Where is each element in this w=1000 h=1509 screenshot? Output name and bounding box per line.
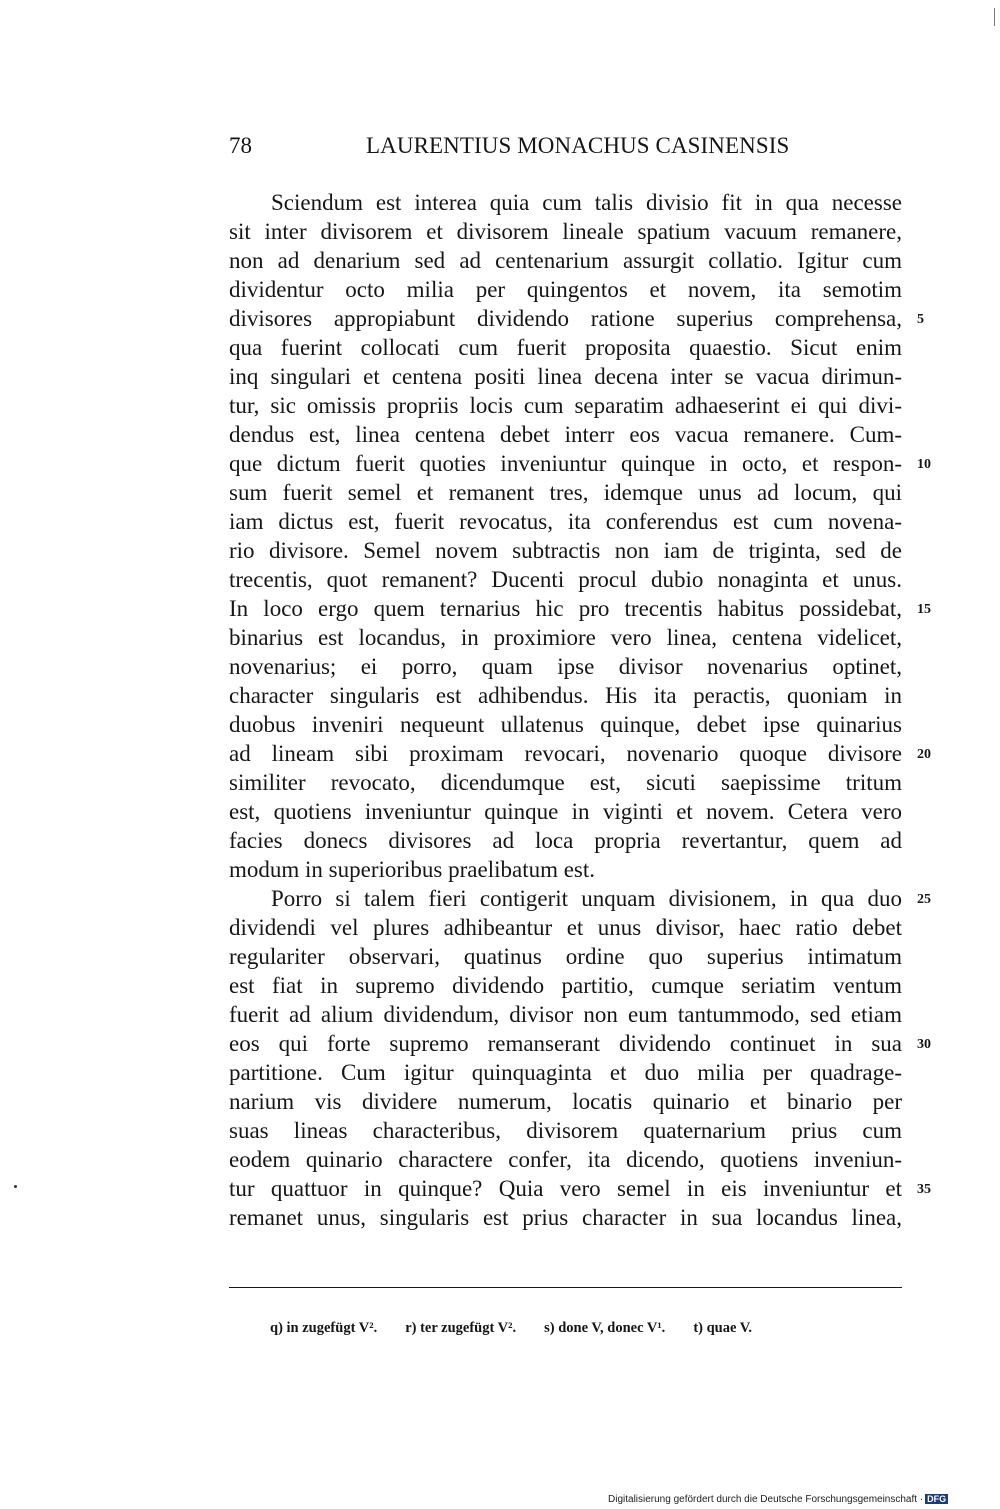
line-text: regulariter observari, quatinus ordine quo superius intimatum: [229, 944, 902, 969]
line-number: 25: [917, 892, 931, 907]
text-line: [229, 478, 902, 507]
line-text: est, quotiens inveniuntur quinque in viginti et novem. Cetera vero: [229, 799, 902, 824]
line-number: 10: [917, 457, 931, 472]
text-line: [229, 942, 902, 971]
text-line: [229, 420, 902, 449]
line-text: qua fuerint collocati cum fuerit proposita quaestio. Sicut enim: [229, 335, 902, 360]
text-line: [229, 1058, 902, 1087]
line-text: Porro si talem fieri contigerit unquam divisionem, in qua duo: [271, 886, 902, 911]
line-number: 30: [917, 1037, 931, 1052]
text-line: [229, 971, 902, 1000]
line-text: tur, sic omissis propriis locis cum separatim adhaeserint ei qui divi-: [229, 393, 902, 418]
line-text: inq singulari et centena positi linea decena inter se vacua dirimun-: [229, 364, 902, 389]
line-text: sum fuerit semel et remanent tres, idemque unus ad locum, qui: [229, 480, 902, 505]
text-line: [229, 565, 902, 594]
text-line: [229, 826, 902, 855]
scan-speck: [14, 1185, 17, 1188]
line-text: duobus inveniri nequeunt ullatenus quinque, debet ipse quinarius: [229, 712, 902, 737]
line-text: modum in superioribus praelibatum est.: [229, 857, 596, 882]
running-title: LAURENTIUS MONACHUS CASINENSIS: [366, 133, 790, 158]
dfg-logo-icon: DFG: [927, 1494, 947, 1504]
text-line: [229, 362, 902, 391]
text-line: [229, 739, 931, 768]
line-text: est fiat in supremo dividendo partitio, cumque seriatim ventum: [229, 973, 902, 998]
text-line: [229, 623, 902, 652]
text-line: [229, 1116, 902, 1145]
line-text: fuerit ad alium dividendum, divisor non eum tantummodo, sed etiam: [229, 1002, 902, 1027]
footnote: t) quae V.: [693, 1320, 752, 1336]
footnote: s) done V, donec V¹.: [544, 1320, 666, 1336]
line-text: narium vis dividere numerum, locatis quinario et binario per: [229, 1089, 902, 1114]
text-line: [229, 710, 902, 739]
digitization-notice: [608, 1494, 948, 1505]
scan-edge-mark: [994, 8, 995, 26]
text-line: [229, 884, 931, 913]
text-line: [229, 246, 902, 275]
line-text: binarius est locandus, in proximiore vero linea, centena videlicet,: [229, 625, 902, 650]
line-text: divisores appropiabunt dividendo ratione superius comprehensa,: [229, 306, 902, 331]
line-text: remanet unus, singularis est prius character in sua locandus linea,: [229, 1205, 902, 1230]
text-line: [229, 652, 902, 681]
text-line: [229, 449, 931, 478]
footnote-rule: [229, 1287, 902, 1288]
line-text: character singularis est adhibendus. His ita peractis, quoniam in: [229, 683, 902, 708]
line-text: suas lineas characteribus, divisorem quaternarium prius cum: [229, 1118, 902, 1143]
line-text: sit inter divisorem et divisorem lineale spatium vacuum remanere,: [229, 219, 902, 244]
digitization-notice-text: Digitalisierung gefördert durch die Deutsche Forschungsgemeinschaft ·: [608, 1494, 924, 1505]
footnotes: [270, 1320, 902, 1337]
line-text: que dictum fuerit quoties inveniuntur quinque in octo, et respon-: [229, 451, 902, 476]
text-line: [229, 333, 902, 362]
line-text: ad lineam sibi proximam revocari, novenario quoque divisore: [229, 741, 902, 766]
line-text: facies donecs divisores ad loca propria revertantur, quem ad: [229, 828, 902, 853]
line-number: 15: [917, 602, 931, 617]
footnote: r) ter zugefügt V².: [405, 1320, 517, 1336]
text-line: [229, 391, 902, 420]
line-text: iam dictus est, fuerit revocatus, ita conferendus est cum novena-: [229, 509, 902, 534]
text-line: [229, 797, 902, 826]
line-text: rio divisore. Semel novem subtractis non iam de triginta, sed de: [229, 538, 902, 563]
text-line: [229, 217, 902, 246]
line-number: 20: [917, 747, 931, 762]
text-line: [229, 913, 902, 942]
footnote: q) in zugefügt V².: [270, 1320, 378, 1336]
text-line: [229, 188, 902, 217]
text-line: [229, 507, 902, 536]
text-line: [229, 275, 902, 304]
line-text: similiter revocato, dicendumque est, sicuti saepissime tritum: [229, 770, 902, 795]
text-line: [229, 1029, 931, 1058]
text-line: [229, 855, 902, 884]
line-text: trecentis, quot remanent? Ducenti procul dubio nonaginta et unus.: [229, 567, 902, 592]
line-text: dendus est, linea centena debet interr eos vacua remanere. Cum-: [229, 422, 902, 447]
text-line: [229, 594, 931, 623]
line-text: dividentur octo milia per quingentos et novem, ita semotim: [229, 277, 902, 302]
line-text: dividendi vel plures adhibeantur et unus divisor, haec ratio debet: [229, 915, 902, 940]
page-number: 78: [229, 133, 252, 158]
line-number: 35: [917, 1182, 931, 1197]
line-text: eos qui forte supremo remanserant dividendo continuet in sua: [229, 1031, 902, 1056]
text-line: [229, 1145, 902, 1174]
line-text: eodem quinario charactere confer, ita dicendo, quotiens inveniun-: [229, 1147, 902, 1172]
text-line: [229, 681, 902, 710]
text-line: [229, 1203, 902, 1232]
text-line: [229, 768, 902, 797]
line-text: novenarius; ei porro, quam ipse divisor novenarius optinet,: [229, 654, 902, 679]
text-line: [229, 1174, 931, 1203]
text-line: [229, 1000, 902, 1029]
line-text: In loco ergo quem ternarius hic pro trecentis habitus possidebat,: [229, 596, 902, 621]
line-text: Sciendum est interea quia cum talis divisio fit in qua necesse: [271, 190, 902, 215]
text-line: [229, 304, 924, 333]
line-text: non ad denarium sed ad centenarium assurgit collatio. Igitur cum: [229, 248, 902, 273]
line-text: tur quattuor in quinque? Quia vero semel in eis inveniuntur et: [229, 1176, 902, 1201]
text-line: [229, 1087, 902, 1116]
line-number: 5: [917, 312, 924, 327]
main-text: [229, 188, 931, 1232]
text-line: [229, 536, 902, 565]
line-text: partitione. Cum igitur quinquaginta et duo milia per quadrage-: [229, 1060, 902, 1085]
